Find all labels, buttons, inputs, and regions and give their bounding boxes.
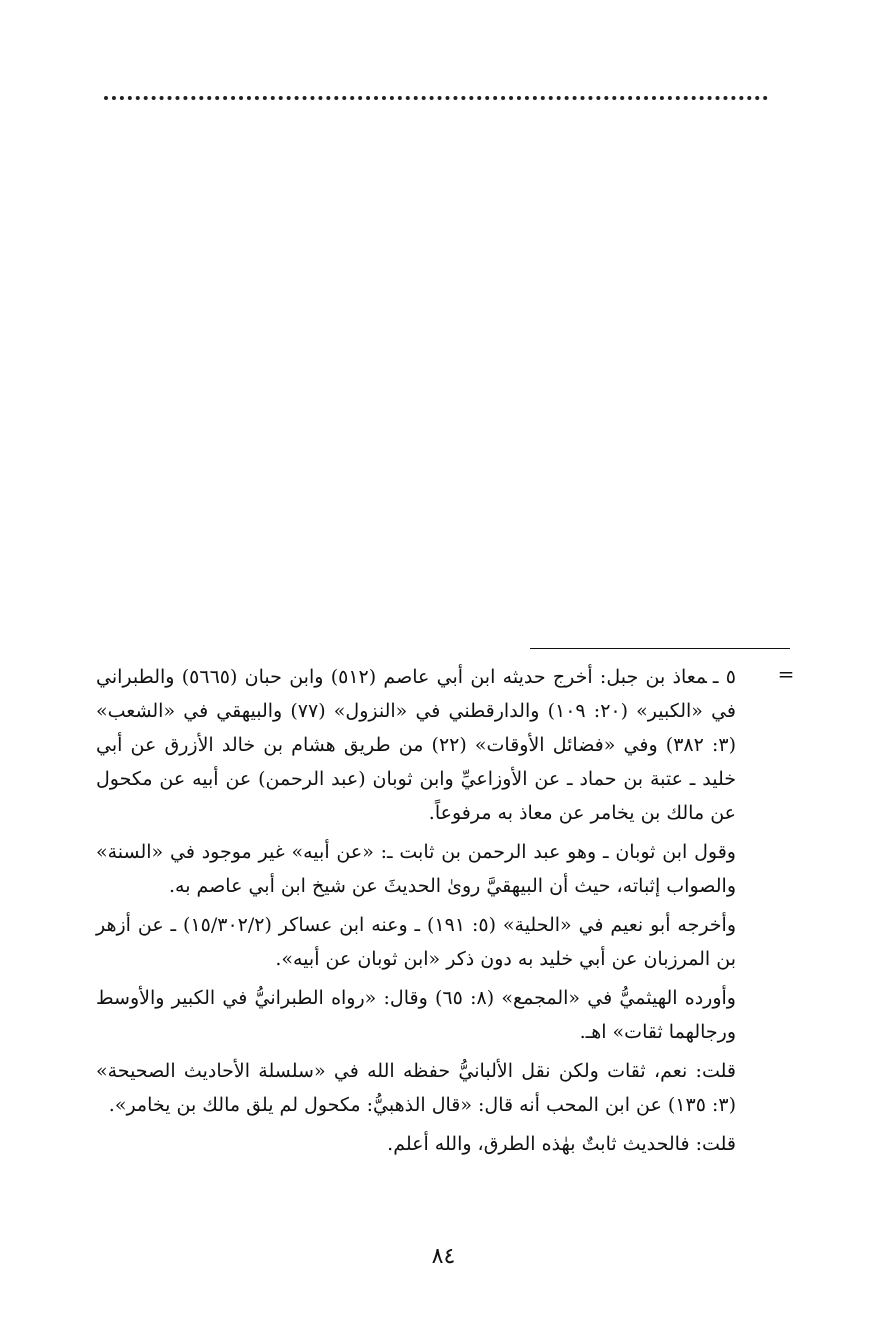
footnote-separator [530, 648, 790, 649]
footnotes-block [96, 660, 736, 1166]
footnote-text: قلت: فالحديث ثابتٌ بهٰذه الطرق، والله أعلم. [387, 1133, 736, 1155]
dotted-rule [104, 96, 768, 100]
continuation-mark: = [777, 662, 795, 686]
footnote-text: وأخرجه أبو نعيم في «الحلية» (٥: ١٩١) ـ وعنه ابن عساكر (١٥/٣٠٢/٢) ـ عن أزهر بن المرزبان عن أبي خليد به دون ذكر «ابن ثوبان عن أبيه». [96, 914, 737, 970]
footnote-paragraph [96, 835, 736, 903]
page-number: ٨٤ [431, 1244, 456, 1269]
footnote-paragraph [96, 908, 736, 976]
footnote-text: معاذ بن جبل: أخرج حديثه ابن أبي عاصم (٥١٢) وابن حبان (٥٦٦٥) والطبراني في «الكبير» (٢٠: ١٠٩) والدارقطني في «النزول» (٧٧) والبيهقي في «الشعب» (٣: ٣٨٢) وفي «فضائل الأوقات» (٢٢) من طريق هشام بن خالد الأزرق عن أبي خليد ـ عتبة بن حماد ـ عن الأوزاعيِّ وابن ثوبان (عبد الرحمن) عن أبيه عن مكحول عن مالك بن يخامر عن معاذ به مرفوعاً. [96, 666, 737, 824]
footnote-text: وأورده الهيثميُّ في «المجمع» (٨: ٦٥) وقال: «رواه الطبرانيُّ في الكبير والأوسط ورجالهما ثقات» اهـ. [96, 987, 736, 1043]
footnote-paragraph [96, 1127, 736, 1161]
footnote-paragraph [96, 1054, 736, 1122]
footnote-text: قلت: نعم، ثقات ولكن نقل الألبانيُّ حفظه الله في «سلسلة الأحاديث الصحيحة» (٣: ١٣٥) عن ابن المحب أنه قال: «قال الذهبيُّ: مكحول لم يلق مالك بن يخامر». [96, 1060, 736, 1116]
footnote-paragraph [96, 660, 736, 830]
footnote-text: وقول ابن ثوبان ـ وهو عبد الرحمن بن ثابت ـ: «عن أبيه» غير موجود في «السنة» والصواب إثباته، حيث أن البيهقيَّ روىٰ الحديثَ عن شيخ ابن أبي عاصم به. [96, 841, 736, 897]
footnote-number: ٥ ـ [712, 666, 736, 688]
footnote-paragraph [96, 981, 736, 1049]
